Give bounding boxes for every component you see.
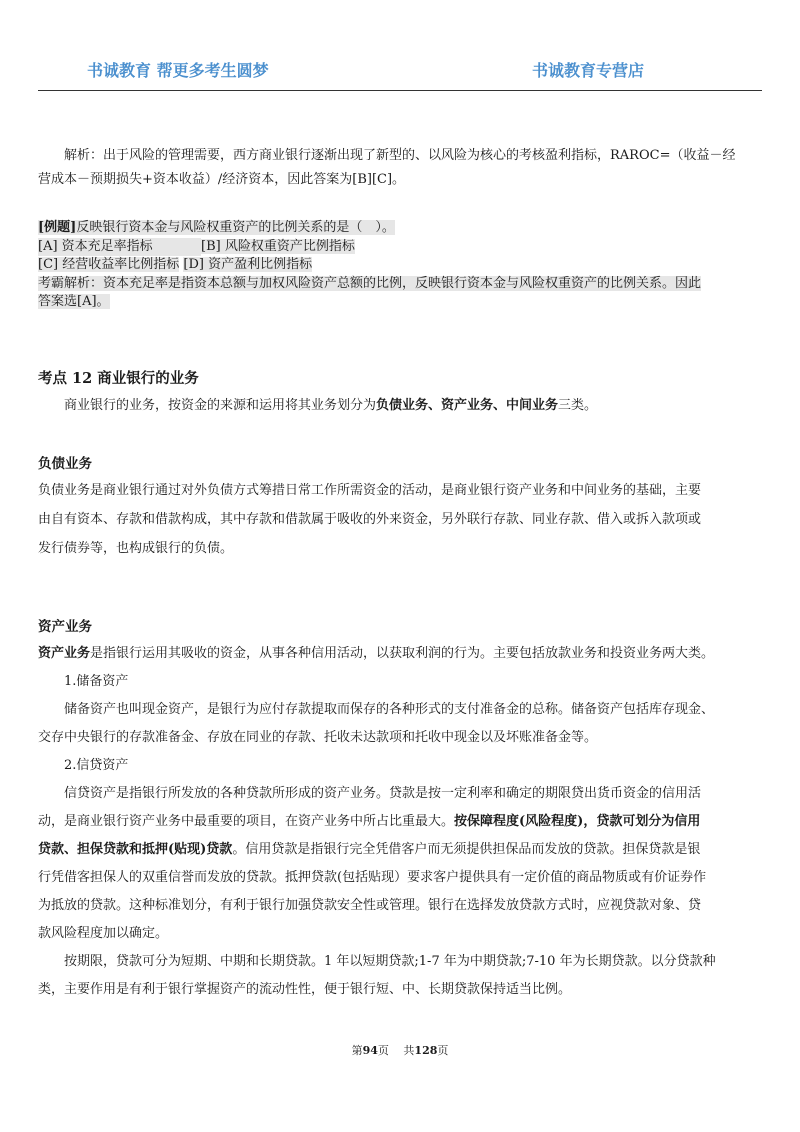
- footer-text: 页 共: [377, 1044, 415, 1057]
- liability-line: 负债业务是商业银行通过对外负债方式筹措日常工作所需资金的活动，是商业银行资产业务和中间业务的基础，主要: [38, 483, 702, 498]
- section-title: 考点 12 商业银行的业务: [38, 370, 199, 387]
- analysis-line: 解析：出于风险的管理需要，西方商业银行逐渐出现了新型的、以风险为核心的考核盈利指标，RAROC=（收益－经: [64, 148, 736, 163]
- footer-text: 页: [437, 1044, 449, 1057]
- header-store-name: 书诚教育专营店: [531, 61, 644, 80]
- page-header: [38, 56, 762, 91]
- footer-text: 第: [351, 1044, 363, 1057]
- credit-line: 为抵放的贷款。这种标准划分，有利于银行加强贷款安全性或管理。银行在选择发放贷款方式时，应视贷款对象、贷: [38, 898, 702, 913]
- total-page-number: 128: [414, 1044, 438, 1057]
- subsection-credit-title: 2.信贷资产: [64, 758, 129, 773]
- liability-title: 负债业务: [38, 456, 92, 472]
- header-slogan: 书诚教育 帮更多考生圆梦: [87, 61, 269, 80]
- option-b: [B] 风险权重资产比例指标: [201, 238, 355, 254]
- option-d: [D] 资产盈利比例指标: [183, 257, 313, 272]
- example-tag: [例题]: [38, 220, 77, 235]
- credit-line: 款风险程度加以确定。: [38, 926, 169, 941]
- example-question-text: 反映银行资本金与风险权重资产的比例关系的是（ ）。: [76, 220, 395, 235]
- subsection-reserve-title: 1.储备资产: [64, 674, 129, 689]
- section-intro: [38, 394, 762, 418]
- page-footer: [0, 1042, 800, 1058]
- credit-line: 信贷资产是指银行所发放的各种贷款所形成的资产业务。贷款是按一定利率和确定的期限贷出货币资金的信用活: [64, 786, 702, 801]
- asset-def-text: 是指银行运用其吸收的资金，从事各种信用活动，以获取利润的行为。主要包括放款业务和投资业务两大类。: [90, 646, 715, 661]
- liability-paragraph: [38, 476, 762, 563]
- loan-term-line: 类，主要作用是有利于银行掌握资产的流动性性，便于银行短、中、长期贷款保持适当比例。: [38, 982, 572, 997]
- credit-text: 。信用贷款是指银行完全凭借客户而无须提供担保品而发放的贷款。担保贷款是银: [232, 842, 701, 857]
- credit-text: 动，是商业银行资产业务中最重要的项目，在资产业务中所占比重最大。: [38, 814, 455, 829]
- asset-title: 资产业务: [38, 619, 92, 635]
- reserve-line: 储备资产也叫现金资产，是银行为应付存款提取而保存的各种形式的支付准备金的总称。储备资产包括库存现金、: [64, 702, 715, 717]
- asset-section: [38, 640, 762, 1004]
- analysis-paragraph: [38, 144, 762, 192]
- example-question: [38, 219, 762, 312]
- liability-line: 发行债券等，也构成银行的负债。: [38, 541, 234, 556]
- option-c: [C] 经营收益率比例指标: [38, 257, 180, 272]
- credit-line: 行凭借客担保人的双重信誉而发放的贷款。抵押贷款(包括贴现）要求客户提供具有一定价值的商品物质或有价证券作: [38, 870, 707, 885]
- credit-bold: 贷款、担保贷款和抵押(贴现)贷款: [38, 842, 233, 857]
- example-answer-line: 考霸解析：资本充足率是指资本总额与加权风险资产总额的比例，反映银行资本金与风险权重资产的比例关系。因此: [38, 275, 702, 291]
- liability-line: 由自有资本、存款和借款构成，其中存款和借款属于吸收的外来资金，另外联行存款、同业存款、借入或拆入款项或: [38, 512, 702, 527]
- analysis-line: 营成本－预期损失+资本收益）/经济资本，因此答案为[B][C]。: [38, 172, 406, 187]
- example-answer-line: 答案选[A]。: [38, 294, 110, 309]
- loan-term-line: 按期限，贷款可分为短期、中期和长期贷款。1 年以短期贷款;1-7 年为中期贷款;7-10 年为长期贷款。以分贷款种: [64, 954, 716, 969]
- credit-bold: 按保障程度(风险程度)，贷款可划分为信用: [454, 814, 701, 829]
- current-page-number: 94: [362, 1044, 378, 1057]
- option-a: [A] 资本充足率指标: [38, 238, 201, 257]
- section-intro-bold: 负债业务、资产业务、中间业务: [376, 398, 559, 413]
- asset-def-bold: 资产业务: [38, 646, 91, 661]
- section-intro-text: 商业银行的业务，按资金的来源和运用将其业务划分为: [64, 398, 377, 413]
- section-intro-text: 三类。: [558, 398, 598, 413]
- reserve-line: 交存中央银行的存款准备金、存放在同业的存款、托收未达款项和托收中现金以及坏账准备金等。: [38, 730, 598, 745]
